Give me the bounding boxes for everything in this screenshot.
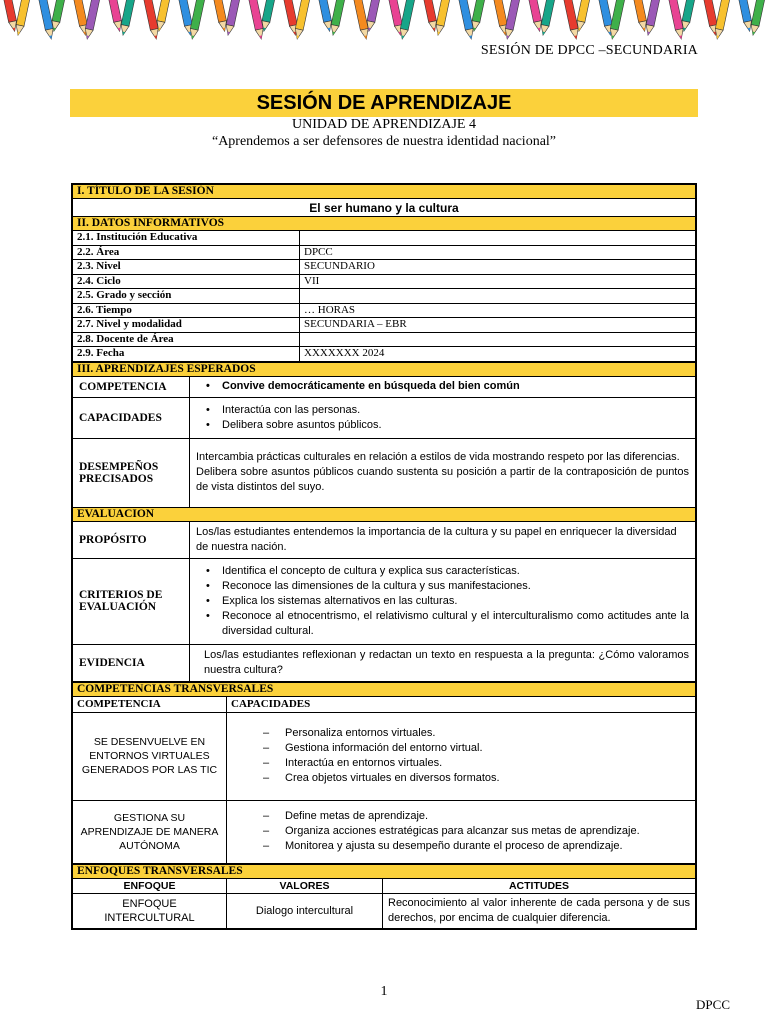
- datos-row: [73, 274, 696, 289]
- session-title: El ser humano y la cultura: [73, 199, 696, 217]
- pencil-icon: [108, 0, 123, 32]
- col-actitudes-header: ACTITUDES: [383, 878, 696, 893]
- col-capacidades-header: CAPACIDADES: [227, 696, 696, 712]
- page-title: SESIÓN DE APRENDIZAJE: [70, 89, 698, 117]
- transversal-capacidad-item: – Crea objetos virtuales en diversos formatos.: [233, 771, 689, 786]
- competencia-label: COMPETENCIA: [73, 376, 190, 397]
- datos-label: 2.2. Área: [73, 245, 300, 260]
- datos-row: [73, 303, 696, 318]
- datos-label: 2.8. Docente de Área: [73, 332, 300, 347]
- proposito-text: Los/las estudiantes entendemos la importancia de la cultura y su papel en enriquecer la diversidad de nuestra nación.: [190, 521, 696, 558]
- datos-label: 2.3. Nivel: [73, 260, 300, 275]
- datos-label: 2.4. Ciclo: [73, 274, 300, 289]
- pencil-icon: [423, 0, 438, 32]
- competencia-value: [190, 376, 696, 397]
- pencil-icon: [213, 0, 228, 32]
- competencia-item: • Convive democráticamente en búsqueda del bien común: [196, 379, 689, 394]
- datos-row: [73, 231, 696, 246]
- criterio-item: • Reconoce las dimensiones de la cultura y sus manifestaciones.: [196, 579, 689, 594]
- datos-value: [300, 289, 696, 304]
- pencil-border-decoration: [0, 0, 768, 44]
- datos-value: VII: [300, 274, 696, 289]
- enfoque-valor: Dialogo intercultural: [227, 893, 383, 928]
- criterios-list: [190, 558, 696, 644]
- desempeno-item: Intercambia prácticas culturales en relación a estilos de vida mostrando respeto por las diferencias.: [196, 451, 680, 463]
- pencil-icon: [434, 0, 450, 36]
- evidencia-text: Los/las estudiantes reflexionan y redactan un texto en respuesta a la pregunta: ¿Cómo valoramos nuestra cultura?: [190, 644, 696, 681]
- desempenos-text: [190, 438, 696, 507]
- pencil-icon: [119, 0, 135, 36]
- transversal-capacidad-item: – Monitorea y ajusta su desempeño durante el proceso de aprendizaje.: [233, 839, 689, 854]
- transversal-capacidades: [227, 712, 696, 800]
- criterios-label-line: EVALUACIÓN: [79, 601, 157, 613]
- datos-value: SECUNDARIO: [300, 260, 696, 275]
- criterios-label-line: CRITERIOS DE: [79, 589, 163, 601]
- enfoque-name: ENFOQUE INTERCULTURAL: [73, 893, 227, 928]
- capacidad-item: • Delibera sobre asuntos públicos.: [196, 418, 689, 433]
- transversal-capacidad-item: – Gestiona información del entorno virtual.: [233, 741, 689, 756]
- datos-label: 2.6. Tiempo: [73, 303, 300, 318]
- transversal-competencia: SE DESENVUELVE EN ENTORNOS VIRTUALES GENERADOS POR LAS TIC: [73, 712, 227, 800]
- capacidades-list: [190, 397, 696, 438]
- col-competencia-header: COMPETENCIA: [73, 696, 227, 712]
- datos-row: [73, 260, 696, 275]
- capacidades-label: CAPACIDADES: [73, 397, 190, 438]
- document-header: SESIÓN DE DPCC –SECUNDARIA: [480, 43, 698, 58]
- unit-title: UNIDAD DE APRENDIZAJE 4: [292, 117, 476, 132]
- enfoque-row: [73, 893, 696, 928]
- datos-value: [300, 332, 696, 347]
- pencil-icon: [738, 0, 753, 32]
- page-number: 1: [380, 984, 388, 999]
- unit-subtitle: “Aprendemos a ser defensores de nuestra identidad nacional”: [211, 134, 557, 149]
- col-enfoque-header: ENFOQUE: [73, 878, 227, 893]
- datos-label: 2.5. Grado y sección: [73, 289, 300, 304]
- desempenos-label-line: DESEMPEÑOS: [79, 460, 159, 473]
- transversal-row: [73, 800, 696, 863]
- transversal-row: [73, 712, 696, 800]
- section-transversales-heading: COMPETENCIAS TRANSVERSALES: [73, 682, 696, 696]
- pencil-icon: [14, 0, 30, 36]
- criterio-item: • Reconoce al etnocentrismo, el relativismo cultural y el interculturalismo como actitudes ante la diversidad cultural.: [196, 609, 689, 639]
- pencil-icon: [329, 0, 345, 36]
- datos-row: [73, 289, 696, 304]
- datos-label: 2.1. Institución Educativa: [73, 231, 300, 246]
- pencil-icon: [749, 0, 765, 36]
- transversal-capacidad-item: – Interactúa en entornos virtuales.: [233, 756, 689, 771]
- pencil-icon: [633, 0, 648, 32]
- enfoque-actitud: Reconocimiento al valor inherente de cada persona y de sus derechos, por encima de cualquier diferencia.: [383, 893, 696, 928]
- criterio-item: • Identifica el concepto de cultura y explica sus características.: [196, 564, 689, 579]
- datos-value: [300, 231, 696, 246]
- criterios-label: [73, 558, 190, 644]
- datos-value: XXXXXXX 2024: [300, 347, 696, 362]
- section-evaluacion-heading: EVALUACION: [73, 507, 696, 521]
- datos-row: [73, 245, 696, 260]
- pencil-icon: [224, 0, 240, 36]
- section-aprendizajes-heading: III. APRENDIZAJES ESPERADOS: [73, 362, 696, 376]
- pencil-icon: [3, 0, 18, 32]
- datos-row: [73, 332, 696, 347]
- transversal-capacidad-item: – Organiza acciones estratégicas para alcanzar sus metas de aprendizaje.: [233, 824, 689, 839]
- transversal-capacidades: [227, 800, 696, 863]
- datos-value: … HORAS: [300, 303, 696, 318]
- desempenos-label-line: PRECISADOS: [79, 472, 154, 485]
- desempeno-item: Delibera sobre asuntos públicos cuando sustenta su posición a partir de la contraposición de puntos de vista distintos del suyo.: [196, 466, 689, 493]
- section-title-heading: I. TÍTULO DE LA SESIÓN: [73, 185, 696, 199]
- capacidad-item: • Interactúa con las personas.: [196, 403, 689, 418]
- datos-row: [73, 318, 696, 333]
- datos-label: 2.9. Fecha: [73, 347, 300, 362]
- session-table: [71, 183, 697, 930]
- pencil-icon: [539, 0, 555, 36]
- col-valores-header: VALORES: [227, 878, 383, 893]
- desempenos-label: [73, 438, 190, 507]
- section-datos-heading: II. DATOS INFORMATIVOS: [73, 217, 696, 231]
- pencil-icon: [318, 0, 333, 32]
- section-enfoques-heading: ENFOQUES TRANSVERSALES: [73, 864, 696, 878]
- datos-value: SECUNDARIA – EBR: [300, 318, 696, 333]
- transversal-competencia: GESTIONA SU APRENDIZAJE DE MANERA AUTÓNOMA: [73, 800, 227, 863]
- pencil-icon: [644, 0, 660, 36]
- transversal-capacidad-item: – Define metas de aprendizaje.: [233, 809, 689, 824]
- proposito-label: PROPÓSITO: [73, 521, 190, 558]
- pencil-icon: [528, 0, 543, 32]
- evidencia-label: EVIDENCIA: [73, 644, 190, 681]
- datos-row: [73, 347, 696, 362]
- datos-label: 2.7. Nivel y modalidad: [73, 318, 300, 333]
- criterio-item: • Explica los sistemas alternativos en las culturas.: [196, 594, 689, 609]
- transversal-capacidad-item: – Personaliza entornos virtuales.: [233, 726, 689, 741]
- datos-value: DPCC: [300, 245, 696, 260]
- document-footer: DPCC: [696, 997, 730, 1012]
